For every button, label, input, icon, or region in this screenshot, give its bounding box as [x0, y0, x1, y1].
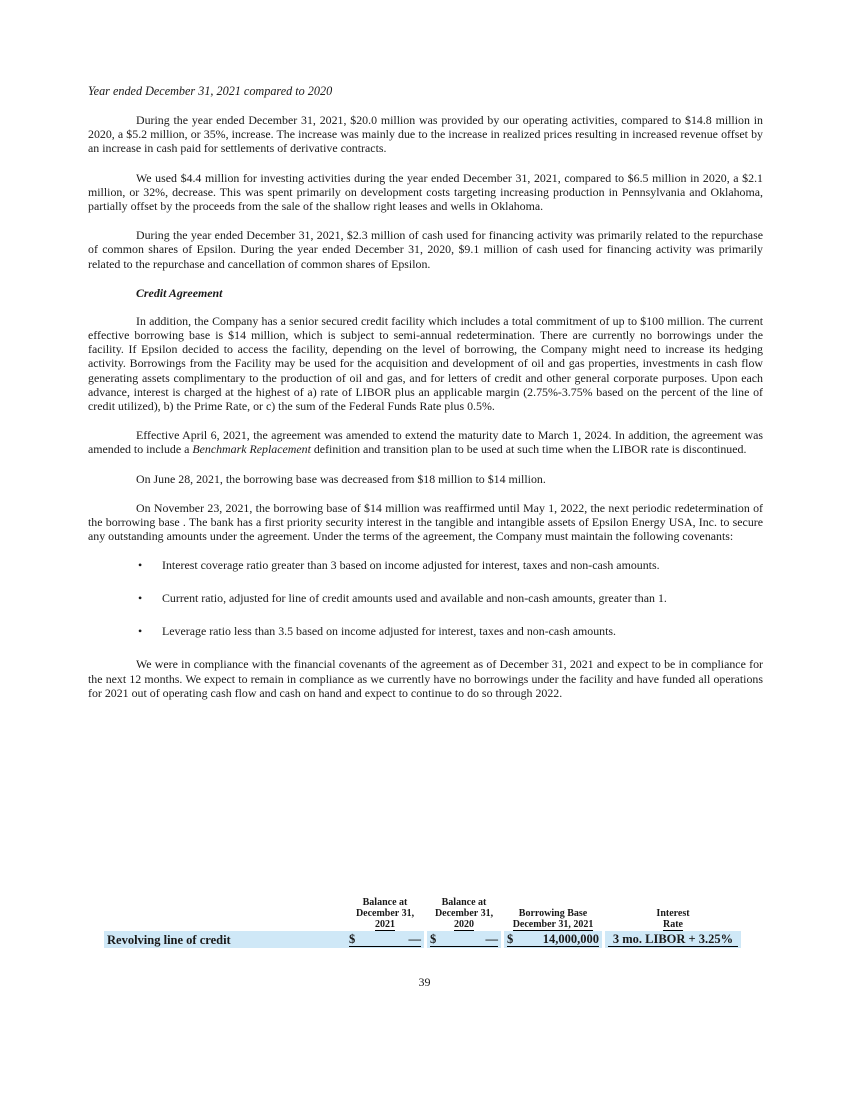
- page-number: 39: [418, 975, 431, 989]
- borrowing-base-value: 14,000,000: [542, 932, 599, 946]
- operating-activities-paragraph: During the year ended December 31, 2021, $20.0 million was provided by our operating activities, compared to $14.8 million in 2020, a $5.2 million, or 35%, increase. The increase was mainly due to the increase in realized prices resulting in increased revenue offset by an increase in cash paid for settlements of derivative contracts.: [88, 113, 763, 156]
- covenant-text: Interest coverage ratio greater than 3 based on income adjusted for interest, taxes and non-cash amounts.: [162, 558, 660, 573]
- interest-rate-header: [605, 897, 741, 931]
- borrowing-base-cell: [504, 931, 602, 948]
- revolving-line-label: Revolving line of credit: [104, 931, 346, 948]
- balance-2020-header-year: 2020: [454, 919, 474, 930]
- document-body: [88, 84, 763, 715]
- credit-facility-paragraph: In addition, the Company has a senior secured credit facility which includes a total commitment of up to $100 million. The current effective borrowing base is $14 million, which is subject to semi-annual redetermination. There are currently no borrowings under the facility. If Epsilon decided to access the facility, depending on the level of borrowing, the Company might need to increase its hedging activity. Borrowings from the Facility may be used for the acquisition and development of oil and gas properties, investments in cash flow generating assets complimentary to the production of oil and gas, and for letters of credit and other general corporate purposes. Upon each advance, interest is charged at the highest of a) rate of LIBOR plus an applicable margin (2.75%-3.75% based on the percent of the line of credit utilized), b) the Prime Rate, or c) the sum of the Federal Funds Rate plus 0.5%.: [88, 313, 763, 414]
- borrowing-base-header: [504, 897, 602, 931]
- compliance-paragraph: We were in compliance with the financial covenants of the agreement as of December 31, 2021 and expect to be in compliance for the next 12 months. We expect to remain in compliance as we currently have no borrowings under the facility and have funded all operations for 2021 out of operating cash flow and cash on hand and expect to continue to do so through 2022.: [88, 657, 763, 700]
- balance-2021-header-year: 2021: [375, 919, 395, 930]
- borrowing-base-decrease-paragraph: On June 28, 2021, the borrowing base was decreased from $18 million to $14 million.: [136, 471, 546, 486]
- balance-2020-header-line2: December 31,: [434, 908, 494, 919]
- table-row: [104, 931, 741, 948]
- credit-agreement-heading: Credit Agreement: [136, 285, 223, 300]
- covenant-list: [88, 558, 763, 638]
- balance-2020-header-line1: Balance at: [441, 897, 487, 908]
- balance-2021-header: [346, 897, 424, 931]
- covenant-item: [88, 558, 763, 572]
- amendment-text-after: definition and transition plan to be used at such time when the LIBOR rate is discontinued.: [310, 442, 747, 457]
- bullet-icon: •: [138, 591, 143, 606]
- borrowing-base-header-line1: Borrowing Base: [518, 908, 588, 919]
- covenant-item: [88, 591, 763, 605]
- borrowing-base-reaffirmed-paragraph: On November 23, 2021, the borrowing base of $14 million was reaffirmed until May 1, 2022, the next periodic redetermination of the borrowing base . The bank has a first priority security interest in the tangible and intangible assets of Epsilon Energy USA, Inc. to secure any outstanding amounts under the agreement. Under the terms of the agreement, the Company must maintain the following covenants:: [88, 500, 763, 544]
- balance-2020-cell: [427, 931, 501, 948]
- borrowing-base-header-date: December 31, 2021: [512, 919, 594, 930]
- covenant-text: Leverage ratio less than 3.5 based on income adjusted for interest, taxes and non-cash amounts.: [162, 624, 617, 639]
- financing-activities-paragraph: During the year ended December 31, 2021, $2.3 million of cash used for financing activity was primarily related to the repurchase of common shares of Epsilon. During the year ended December 31, 2020, $9.1 million of cash used for financing activity was primarily related to the repurchase and cancellation of common shares of Epsilon.: [88, 228, 763, 271]
- bullet-icon: •: [138, 624, 143, 639]
- section-heading: Year ended December 31, 2021 compared to 2020: [88, 84, 333, 98]
- currency-symbol: $: [430, 932, 437, 946]
- balance-2021-header-line1: Balance at: [362, 897, 408, 908]
- credit-facility-table: [104, 897, 741, 948]
- interest-rate-cell: [605, 931, 741, 948]
- benchmark-replacement-term: Benchmark Replacement: [192, 442, 311, 457]
- balance-2020-header: [427, 897, 501, 931]
- interest-rate-header-line2: Rate: [663, 919, 683, 930]
- amendment-paragraph: [88, 428, 763, 456]
- covenant-text: Current ratio, adjusted for line of credit amounts used and available and non-cash amounts, greater than 1.: [162, 591, 667, 606]
- balance-2021-header-line2: December 31,: [355, 908, 415, 919]
- covenant-item: [88, 624, 763, 638]
- balance-2021-cell: [346, 931, 424, 948]
- interest-rate-header-line1: Interest: [656, 908, 690, 919]
- currency-symbol: $: [507, 932, 514, 946]
- table-header-row: [104, 897, 741, 931]
- interest-rate-value: 3 mo. LIBOR + 3.25%: [612, 932, 734, 946]
- label-column-header: [104, 897, 346, 931]
- bullet-icon: •: [138, 558, 143, 573]
- balance-2021-value: —: [408, 932, 421, 946]
- investing-activities-paragraph: We used $4.4 million for investing activities during the year ended December 31, 2021, compared to $6.5 million in 2020, a $2.1 million, or 32%, decrease. This was spent primarily on development costs targeting increasing production in Pennsylvania and Oklahoma, partially offset by the proceeds from the sale of the shallow right leases and wells in Oklahoma.: [88, 170, 763, 214]
- amendment-text-before: Effective April 6, 2021, the agreement was amended to extend the maturity date to March 1, 2024. In addition, the agreement was amended to include a: [88, 428, 763, 457]
- currency-symbol: $: [349, 932, 356, 946]
- balance-2020-value: —: [485, 932, 498, 946]
